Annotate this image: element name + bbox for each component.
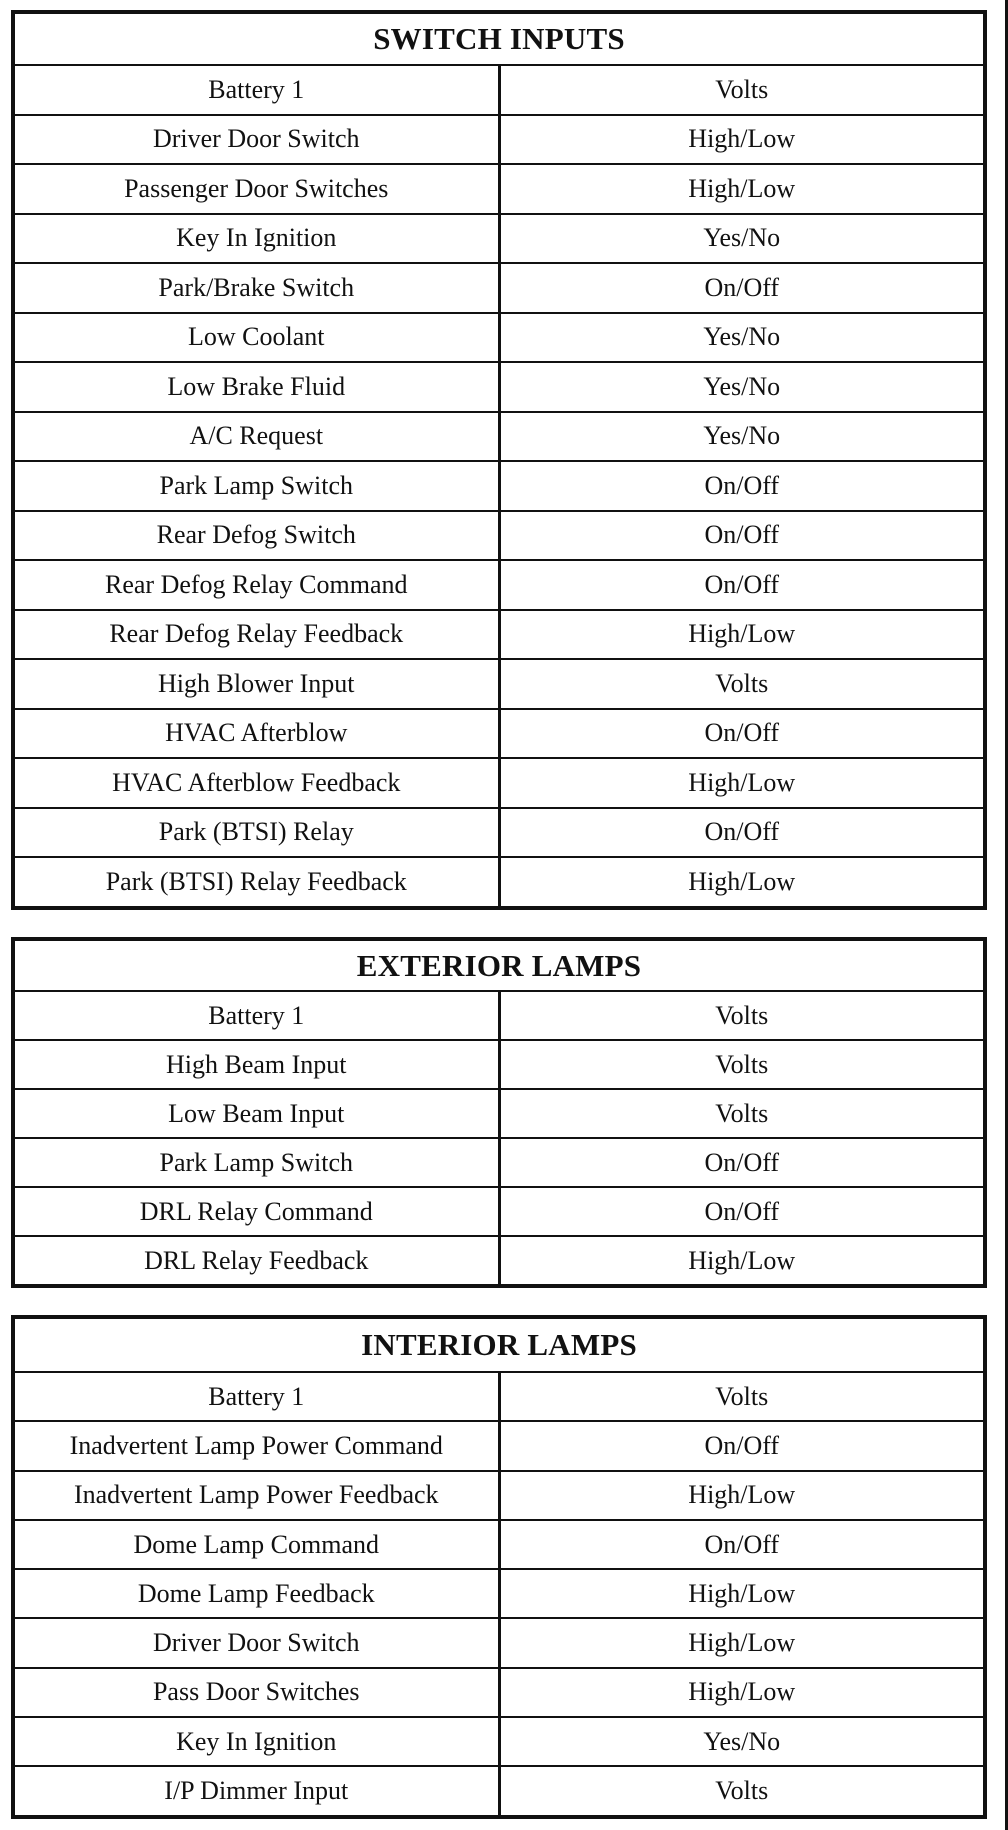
parameter-units: Yes/No [499,412,985,462]
table-row [13,1717,985,1766]
table-row [13,610,985,660]
table-row [13,1618,985,1667]
table-row [13,313,985,363]
table-row [13,1520,985,1569]
parameter-units: Volts [499,1089,985,1138]
parameter-units: On/Off [499,560,985,610]
parameter-name: Park (BTSI) Relay [13,808,499,858]
parameter-units: Volts [499,991,985,1040]
table-row [13,1372,985,1421]
parameter-units: Volts [499,659,985,709]
table-row [13,1421,985,1470]
parameter-name: Driver Door Switch [13,1618,499,1667]
parameter-units: High/Low [499,115,985,165]
parameter-name: Dome Lamp Command [13,1520,499,1569]
parameter-units: High/Low [499,610,985,660]
table-row [13,362,985,412]
table-row [13,1668,985,1717]
table-row [13,1471,985,1520]
parameter-name: A/C Request [13,412,499,462]
parameter-units: On/Off [499,263,985,313]
parameter-units: High/Low [499,1618,985,1667]
parameter-name: Low Brake Fluid [13,362,499,412]
table-body [13,991,985,1286]
parameter-units: On/Off [499,1421,985,1470]
table-row [13,1236,985,1286]
parameter-name: HVAC Afterblow [13,709,499,759]
section-title: INTERIOR LAMPS [13,1317,985,1372]
parameter-units: High/Low [499,1668,985,1717]
parameter-units: High/Low [499,1471,985,1520]
table-row [13,1766,985,1816]
table-row [13,263,985,313]
parameter-units: On/Off [499,709,985,759]
parameter-units: Volts [499,1040,985,1089]
section-title: EXTERIOR LAMPS [13,939,985,991]
parameter-units: Volts [499,1372,985,1421]
parameter-units: Yes/No [499,1717,985,1766]
parameter-name: Inadvertent Lamp Power Feedback [13,1471,499,1520]
parameter-name: Park Lamp Switch [13,461,499,511]
parameter-units: Volts [499,65,985,115]
table-body [13,65,985,908]
parameter-name: Pass Door Switches [13,1668,499,1717]
parameter-name: Dome Lamp Feedback [13,1569,499,1618]
parameter-units: On/Off [499,461,985,511]
parameter-name: Passenger Door Switches [13,164,499,214]
parameter-name: High Blower Input [13,659,499,709]
parameter-units: On/Off [499,808,985,858]
parameter-units: Yes/No [499,362,985,412]
parameter-name: Battery 1 [13,65,499,115]
table-row [13,857,985,908]
parameter-name: Battery 1 [13,1372,499,1421]
parameter-name: Rear Defog Switch [13,511,499,561]
parameter-name: Battery 1 [13,991,499,1040]
parameter-name: Park Lamp Switch [13,1138,499,1187]
parameter-name: DRL Relay Command [13,1187,499,1236]
parameter-name: Inadvertent Lamp Power Command [13,1421,499,1470]
table-row [13,560,985,610]
table-row [13,709,985,759]
table-row [13,511,985,561]
parameter-units: Volts [499,1766,985,1816]
table-row [13,461,985,511]
parameter-units: Yes/No [499,214,985,264]
parameter-units: High/Low [499,164,985,214]
parameter-name: HVAC Afterblow Feedback [13,758,499,808]
parameter-name: Park/Brake Switch [13,263,499,313]
parameter-name: Driver Door Switch [13,115,499,165]
parameter-units: High/Low [499,758,985,808]
interior-lamps-table [11,1315,987,1819]
parameter-name: Key In Ignition [13,1717,499,1766]
table-row [13,214,985,264]
table-row [13,1569,985,1618]
parameter-units: High/Low [499,1236,985,1286]
table-row [13,659,985,709]
switch-inputs-table [11,10,987,910]
parameter-units: Yes/No [499,313,985,363]
parameter-units: On/Off [499,511,985,561]
parameter-name: DRL Relay Feedback [13,1236,499,1286]
parameter-units: High/Low [499,857,985,908]
parameter-name: Key In Ignition [13,214,499,264]
parameter-name: Rear Defog Relay Command [13,560,499,610]
table-row [13,164,985,214]
parameter-units: On/Off [499,1520,985,1569]
parameter-units: High/Low [499,1569,985,1618]
table-row [13,991,985,1040]
table-row [13,1138,985,1187]
table-row [13,1187,985,1236]
table-row [13,412,985,462]
parameter-name: I/P Dimmer Input [13,1766,499,1816]
table-row [13,758,985,808]
parameter-name: Low Beam Input [13,1089,499,1138]
parameter-name: Low Coolant [13,313,499,363]
table-row [13,65,985,115]
exterior-lamps-table [11,937,987,1288]
parameter-units: On/Off [499,1138,985,1187]
parameter-units: On/Off [499,1187,985,1236]
table-row [13,115,985,165]
table-body [13,1372,985,1817]
table-row [13,808,985,858]
parameter-name: Park (BTSI) Relay Feedback [13,857,499,908]
table-row [13,1089,985,1138]
parameter-name: High Beam Input [13,1040,499,1089]
table-row [13,1040,985,1089]
section-title: SWITCH INPUTS [13,12,985,65]
parameter-name: Rear Defog Relay Feedback [13,610,499,660]
